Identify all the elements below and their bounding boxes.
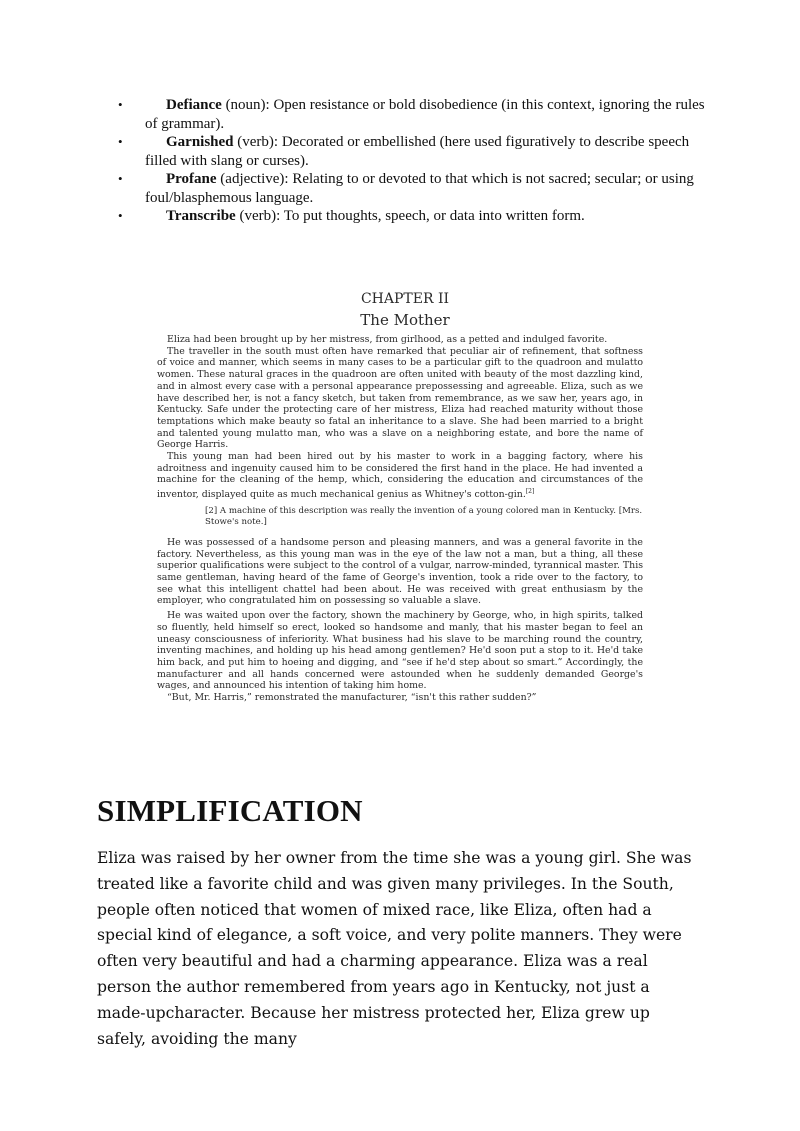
bullet-icon: • (118, 97, 123, 112)
bullet-icon: • (118, 134, 123, 149)
vocabulary-term: Profane (166, 171, 217, 187)
footnote: [2] A machine of this description was really the invention of a young colored man in Kentucky. [Mrs. Stowe's note.] (205, 505, 643, 527)
simplification-heading: SIMPLIFICATION (97, 793, 363, 828)
excerpt-paragraph: The traveller in the south must often have remarked that peculiar air of refinement, that softness of voice and manner, which seems in many cases to be a particular gift to the quadroon and mulatto women. These natural graces in the quadroon are often united with beauty of the most dazzling kind, and in almost every case with a personal appearance prepossessing and agreeable. Eliza, such as we have described her, is not a fancy sketch, but taken from remembrance, as we saw her, years ago, in Kentucky. Safe under the protecting care of her mistress, Eliza had reached maturity without those temptations which make beauty so fatal an inheritance to a slave. She had been married to a bright and talented young mulatto man, who was a slave on a neighboring estate, and bore the name of George Harris. (157, 345, 643, 451)
vocabulary-term: Transcribe (166, 208, 236, 224)
book-excerpt-image (157, 289, 643, 704)
bullet-icon: • (118, 208, 123, 223)
vocabulary-term: Garnished (166, 134, 234, 150)
vocabulary-item (118, 133, 708, 170)
vocabulary-item (118, 170, 708, 207)
excerpt-paragraph: Eliza had been brought up by her mistress, from girlhood, as a petted and indulged favorite. (167, 334, 608, 345)
simplification-text: Eliza was raised by her owner from the time she was a young girl. She was treated like a favorite child and was given many privileges. In the South, people often noticed that women of mixed race, like Eliza, often had a special kind of elegance, a soft voice, and very polite manners. They were often very beautiful and had a charming appearance. Eliza was a real person the author remembered from years ago in Kentucky, not just a made-upcharacter. Because her mistress protected her, Eliza grew up safely, avoiding the many (97, 849, 692, 1048)
excerpt-paragraph: “But, Mr. Harris,” remonstrated the manufacturer, “isn't this rather sudden?” (167, 692, 537, 704)
excerpt-paragraph-text: This young man had been hired out by his master to work in a bagging factory, where his adroitness and ingenuity caused him to be considered the first hand in the place. He had invented a machine for the cleaning of the hemp, which, considering the education and circumstances of the inventor, displayed quite as much mechanical genius as Whitney's cotton-gin. (157, 451, 643, 501)
vocabulary-term: Defiance (166, 97, 222, 113)
excerpt-paragraph: He was possessed of a handsome person and pleasing manners, and was a general favorite in the factory. Nevertheless, as this young man was in the eye of the law not a man, but a thing, all these superior qualifications were subject to the control of a vulgar, narrow-minded, tyrannical master. This same gentleman, having heard of the fame of George's invention, took a ride over to the factory, to see what this intelligent chattel had been about. He was received with great enthusiasm by the employer, who congratulated him on possessing so valuable a slave. (157, 536, 643, 607)
bullet-icon: • (118, 171, 123, 186)
vocabulary-item (118, 96, 708, 133)
vocabulary-definition: (verb): Decorated or embellished (here used figuratively to describe speech filled with slang or curses). (145, 134, 690, 169)
vocabulary-definition: (adjective): Relating to or devoted to that which is not sacred; secular; or using foul/blasphemous language. (145, 171, 694, 206)
vocabulary-definition: (noun): Open resistance or bold disobedience (in this context, ignoring the rules of grammar). (145, 97, 705, 132)
vocabulary-item (118, 207, 708, 226)
chapter-title: The Mother (360, 311, 450, 329)
excerpt-paragraph (157, 451, 643, 501)
chapter-number: CHAPTER II (360, 291, 450, 307)
excerpt-paragraph: He was waited upon over the factory, shown the machinery by George, who, in high spirits, talked so fluently, held himself so erect, looked so handsome and manly, that his master began to feel an uneasy consciousness of inferiority. What business had his slave to be marching round the country, inventing machines, and holding up his head among gentlemen? He'd soon put a stop to it. He'd take him back, and put him to hoeing and digging, and “see if he'd step about so smart.” Accordingly, the manufacturer and all hands concerned were astounded when he suddenly demanded George's wages, and announced his intention of taking him home. (157, 610, 643, 692)
vocabulary-list (118, 96, 708, 226)
vocabulary-definition: (verb): To put thoughts, speech, or data into written form. (235, 208, 585, 224)
footnote-marker[interactable]: [2] (525, 488, 535, 496)
